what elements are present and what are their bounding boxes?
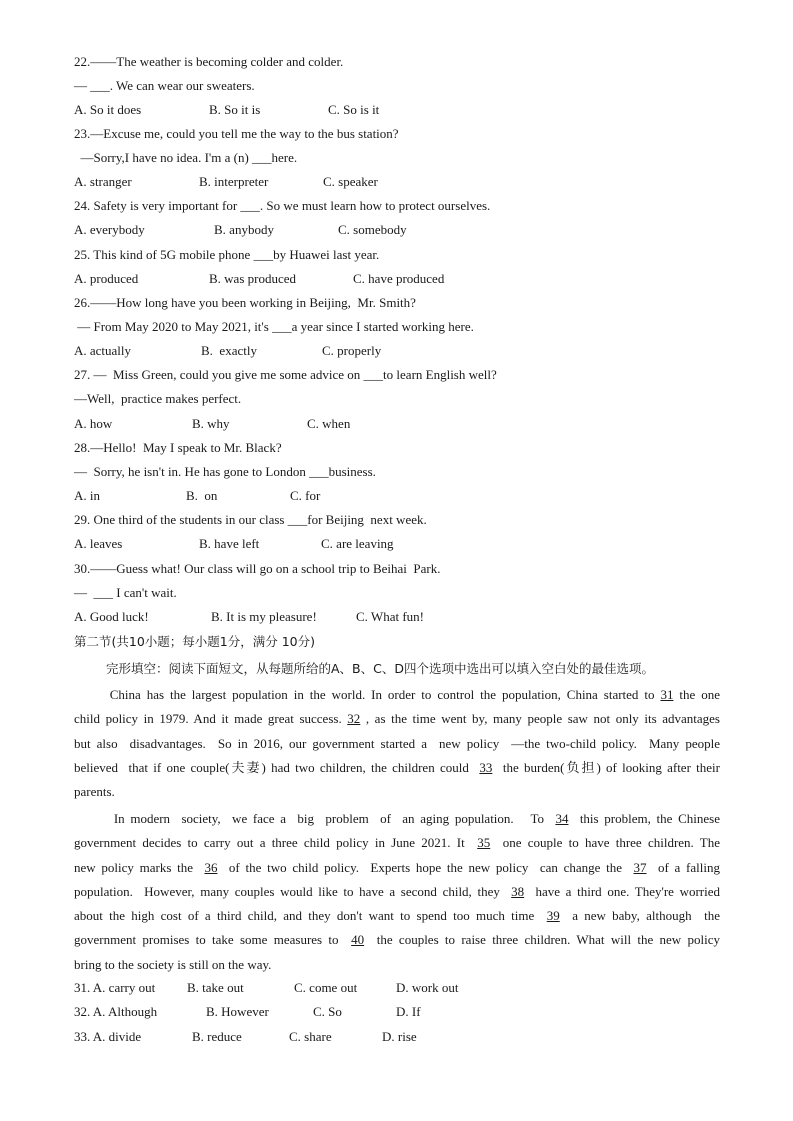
cloze-32-options xyxy=(74,1004,734,1020)
option-a: A. produced xyxy=(74,271,139,286)
passage-paragraph-1 xyxy=(74,683,720,804)
cloze-31-options xyxy=(74,980,734,996)
option-b: B. on xyxy=(186,488,218,503)
option-b: B. However xyxy=(206,1004,269,1019)
option-b: B. interpreter xyxy=(199,174,269,189)
blank-31: 31 xyxy=(660,687,674,702)
option-a: 31. A. carry out xyxy=(74,980,156,995)
question-24-options xyxy=(74,222,734,238)
question-26-stem: 26.——How long have you been working in Beijing, Mr. Smith? xyxy=(74,295,416,310)
question-23-options xyxy=(74,174,734,190)
passage-line: government promises to take some measures to 40 the couples to raise three children. What will the new policy xyxy=(74,932,720,948)
question-22-options xyxy=(74,102,734,118)
passage-line: child policy in 1979. And it made great success. 32 , as the time went by, many people saw not only its advantages xyxy=(74,711,720,727)
question-30-dialogue: — ___ I can't wait. xyxy=(74,585,177,600)
question-22-dialogue: — ___. We can wear our sweaters. xyxy=(74,78,255,93)
question-25-options xyxy=(74,271,734,287)
blank-35: 35 xyxy=(477,835,491,851)
option-c: C. when xyxy=(307,416,351,431)
blank-32: 32 xyxy=(347,711,361,727)
option-b: B. It is my pleasure! xyxy=(211,609,317,624)
option-a: A. how xyxy=(74,416,113,431)
blank-36: 36 xyxy=(204,859,218,875)
option-d: D. work out xyxy=(396,980,459,995)
option-a: 32. A. Although xyxy=(74,1004,158,1019)
option-b: B. was produced xyxy=(209,271,297,286)
question-22-stem: 22.——The weather is becoming colder and colder. xyxy=(74,54,344,69)
question-28-dialogue: — Sorry, he isn't in. He has gone to London ___business. xyxy=(74,464,376,479)
option-c: C. So is it xyxy=(328,102,380,117)
option-a: A. stranger xyxy=(74,174,132,189)
question-27-dialogue: —Well, practice makes perfect. xyxy=(74,391,242,406)
option-b: B. exactly xyxy=(201,343,257,358)
passage-line: In modern society, we face a big problem of an aging population. To 34 this problem, the Chinese xyxy=(74,811,721,826)
question-30-stem: 30.——Guess what! Our class will go on a school trip to Beihai Park. xyxy=(74,561,441,576)
option-c: C. properly xyxy=(322,343,382,358)
question-29-stem: 29. One third of the students in our class ___for Beijing next week. xyxy=(74,512,427,527)
question-26-dialogue: — From May 2020 to May 2021, it's ___a year since I started working here. xyxy=(74,319,474,334)
question-29-options xyxy=(74,536,734,552)
option-c: C. are leaving xyxy=(321,536,394,551)
cloze-33-options xyxy=(74,1029,734,1045)
blank-37: 37 xyxy=(633,859,647,875)
question-23-dialogue: —Sorry,I have no idea. I'm a (n) ___here. xyxy=(74,150,298,165)
blank-33: 33 xyxy=(479,759,493,775)
passage-line: population. However, many couples would like to have a second child, they 38 have a third one. They're worried xyxy=(74,883,720,899)
question-23-stem: 23.—Excuse me, could you tell me the way to the bus station? xyxy=(74,126,399,141)
passage-line: but also disadvantages. So in 2016, our government started a new policy —the two-child policy. Many people xyxy=(74,735,720,751)
question-28-options xyxy=(74,488,734,504)
option-b: B. So it is xyxy=(209,102,261,117)
option-d: D. rise xyxy=(382,1029,417,1044)
section-title: 第二节(共10小题；每小题1分，满分 10分) xyxy=(74,634,315,649)
option-d: D. If xyxy=(396,1004,421,1019)
blank-34: 34 xyxy=(555,811,569,826)
passage-line: believed that if one couple(夫妻) had two children, the children could 33 the burden(负担) of looking after their xyxy=(74,759,720,775)
option-b: B. have left xyxy=(199,536,260,551)
option-c: C. come out xyxy=(294,980,358,995)
blank-38: 38 xyxy=(511,883,525,899)
passage-line: parents. xyxy=(74,784,115,800)
option-b: B. reduce xyxy=(192,1029,242,1044)
blank-39: 39 xyxy=(546,908,560,924)
option-b: B. anybody xyxy=(214,222,274,237)
option-a: 33. A. divide xyxy=(74,1029,142,1044)
option-c: C. for xyxy=(290,488,321,503)
question-28-stem: 28.—Hello! May I speak to Mr. Black? xyxy=(74,440,282,455)
question-26-options xyxy=(74,343,734,359)
question-25-stem: 25. This kind of 5G mobile phone ___by Huawei last year. xyxy=(74,247,380,262)
option-b: B. why xyxy=(192,416,230,431)
question-27-stem: 27. — Miss Green, could you give me some advice on ___to learn English well? xyxy=(74,367,497,382)
section-instruction: 完形填空：阅读下面短文，从每题所给的A、B、C、D四个选项中选出可以填入空白处的最佳选项。 xyxy=(106,661,654,676)
option-c: C. share xyxy=(289,1029,332,1044)
option-a: A. So it does xyxy=(74,102,142,117)
question-30-options xyxy=(74,609,734,625)
option-b: B. take out xyxy=(187,980,244,995)
blank-40: 40 xyxy=(351,932,365,948)
option-c: C. speaker xyxy=(323,174,378,189)
option-a: A. Good luck! xyxy=(74,609,149,624)
option-a: A. everybody xyxy=(74,222,145,237)
passage-line: China has the largest population in the world. In order to control the population, China started to 31 the one xyxy=(74,687,721,702)
passage-line: about the high cost of a third child, and they don't want to spend too much time 39 a new baby, although the xyxy=(74,908,720,924)
option-c: C. have produced xyxy=(353,271,445,286)
option-a: A. actually xyxy=(74,343,132,358)
question-27-options xyxy=(74,416,734,432)
passage-line: new policy marks the 36 of the two child policy. Experts hope the new policy can change the 37 of a falling xyxy=(74,859,720,875)
option-c: C. somebody xyxy=(338,222,407,237)
question-24-stem: 24. Safety is very important for ___. So we must learn how to protect ourselves. xyxy=(74,198,491,213)
passage-line: bring to the society is still on the way. xyxy=(74,956,272,972)
passage-line: government decides to carry out a three child policy in June 2021. It 35 one couple to have three children. The xyxy=(74,835,721,851)
option-c: C. So xyxy=(313,1004,342,1019)
option-a: A. leaves xyxy=(74,536,123,551)
passage-paragraph-2 xyxy=(74,807,720,977)
option-a: A. in xyxy=(74,488,100,503)
option-c: C. What fun! xyxy=(356,609,424,624)
